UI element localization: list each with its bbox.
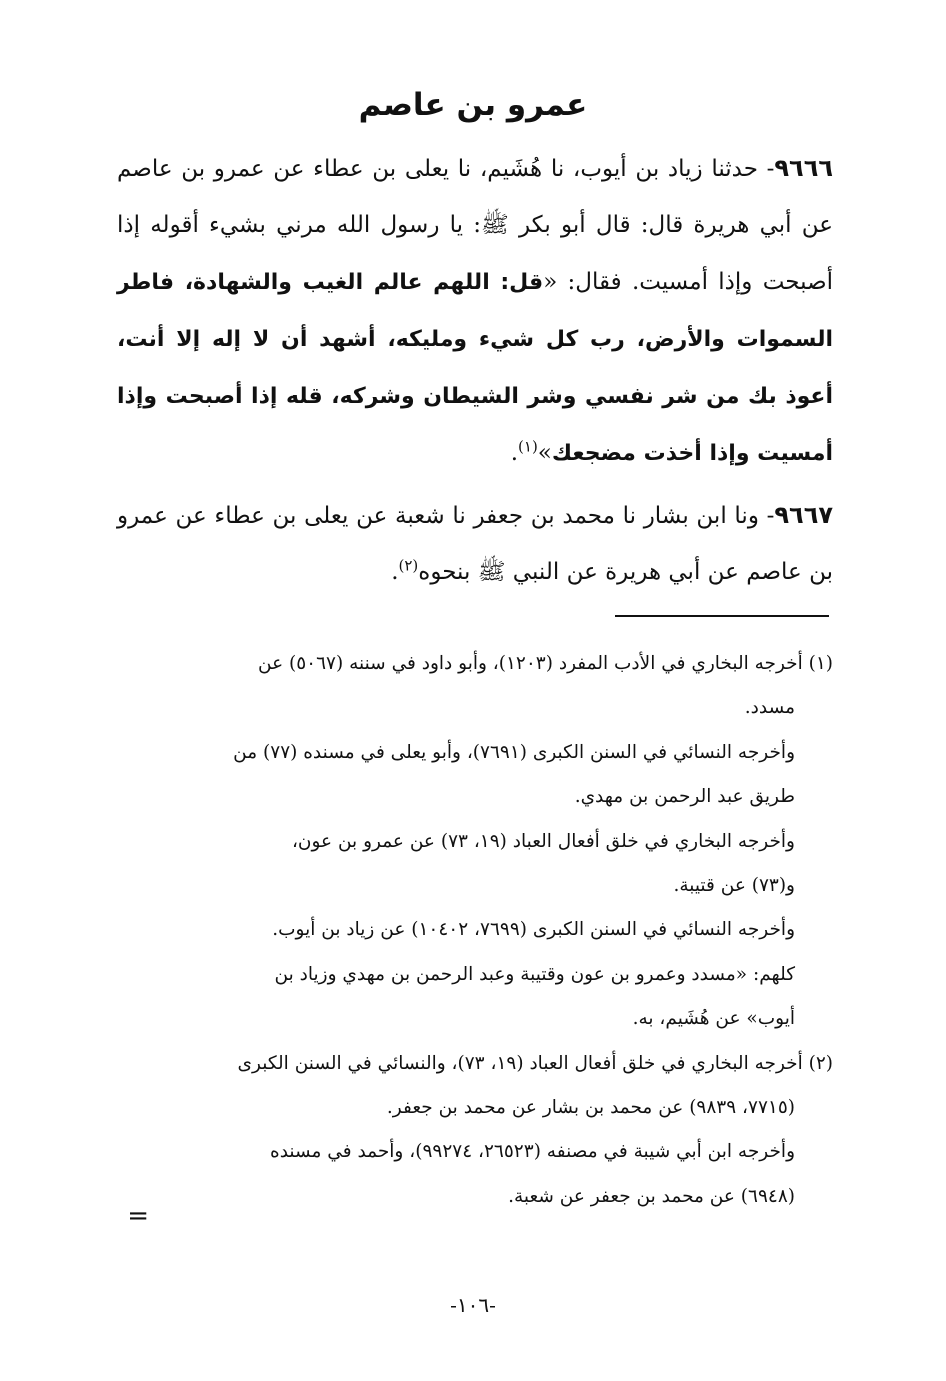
closing-quote: » [537,440,552,467]
footnote-1-line: أيوب» عن هُشَيم، به. [632,1008,795,1030]
footnote-2-line: (٦٩٤٨) عن محمد بن جعفر عن شعبة. [508,1185,795,1207]
hadith-end: . [510,440,519,467]
footnote-1-line: وأخرجه النسائي في السنن الكبرى (٧٦٩١)، وأبو يعلى في مسنده (٧٧) من [233,741,795,763]
hadith-end: . [391,559,399,586]
hadith-9667 [117,487,833,601]
footnote-1-line: و(٧٣) عن قتيبة. [673,875,795,897]
hadith-9666 [117,140,833,483]
footnotes [117,642,833,1219]
footnote-1-line: كلهم: «مسدد وعمرو بن عون وقتيبة وعبد الرحمن بن مهدي وزياد بن [274,963,795,985]
footnote-1-line: مسدد. [744,697,795,719]
hadith-text: ونا ابن بشار نا محمد بن جعفر نا شعبة عن يعلى بن عطاء عن عمرو بن عاصم عن أبي هريرة عن النبي ﷺ بنحوه [117,503,833,586]
footnote-divider [615,615,829,617]
footnote-ref-2[interactable]: (٢) [398,556,419,575]
footnote-ref-1[interactable]: (١) [518,437,538,456]
hadith-dash: - [757,156,775,182]
hadith-dash: - [758,503,775,529]
hadith-matn-bold: قل: اللهم عالم الغيب والشهادة، فاطر السموات والأرض، رب كل شيء ومليكه، أشهد أن لا إله إلا أنت، أعوذ بك من شر نفسي وشر الشيطان وشركه، قله إذا أصبحت وإذا أمسيت وإذا أخذت مضجعك [117,269,833,467]
hadith-number: ٩٦٦٦ [774,154,833,182]
section-heading: عمرو بن عاصم [358,87,588,123]
footnote-1-line: (١) أخرجه البخاري في الأدب المفرد (١٢٠٣)، وأبو داود في سننه (٥٠٦٧) عن [258,653,833,674]
footnote-1-line: وأخرجه البخاري في خلق أفعال العباد (١٩، ٧٣) عن عمرو بن عون، [291,830,795,852]
continuation-mark: = [127,1201,149,1231]
footnote-2-line: (٧٧١٥، ٩٨٣٩) عن محمد بن بشار عن محمد بن جعفر. [386,1097,795,1119]
footnote-1-line: طريق عبد الرحمن بن مهدي. [574,786,795,808]
page-number: -١٠٦- [450,1293,496,1317]
hadith-text: حدثنا زياد بن أيوب، نا هُشَيم، نا يعلى بن عطاء عن عمرو بن عاصم عن أبي هريرة قال: قال أبو بكر ﷺ: يا رسول الله مرني بشيء أقوله إذا أصبحت وإذا أمسيت. فقال: « [117,156,833,295]
hadith-number: ٩٦٦٧ [774,501,833,529]
footnote-2-line: (٢) أخرجه البخاري في خلق أفعال العباد (١٩، ٧٣)، والنسائي في السنن الكبرى [237,1052,833,1074]
footnote-1-line: وأخرجه النسائي في السنن الكبرى (٧٦٩٩، ١٠٤٠٢) عن زياد بن أيوب. [272,919,795,941]
footnote-2-line: وأخرجه ابن أبي شيبة في مصنفه (٢٦٥٢٣، ٩٩٢٧٤)، وأحمد في مسنده [270,1141,795,1163]
